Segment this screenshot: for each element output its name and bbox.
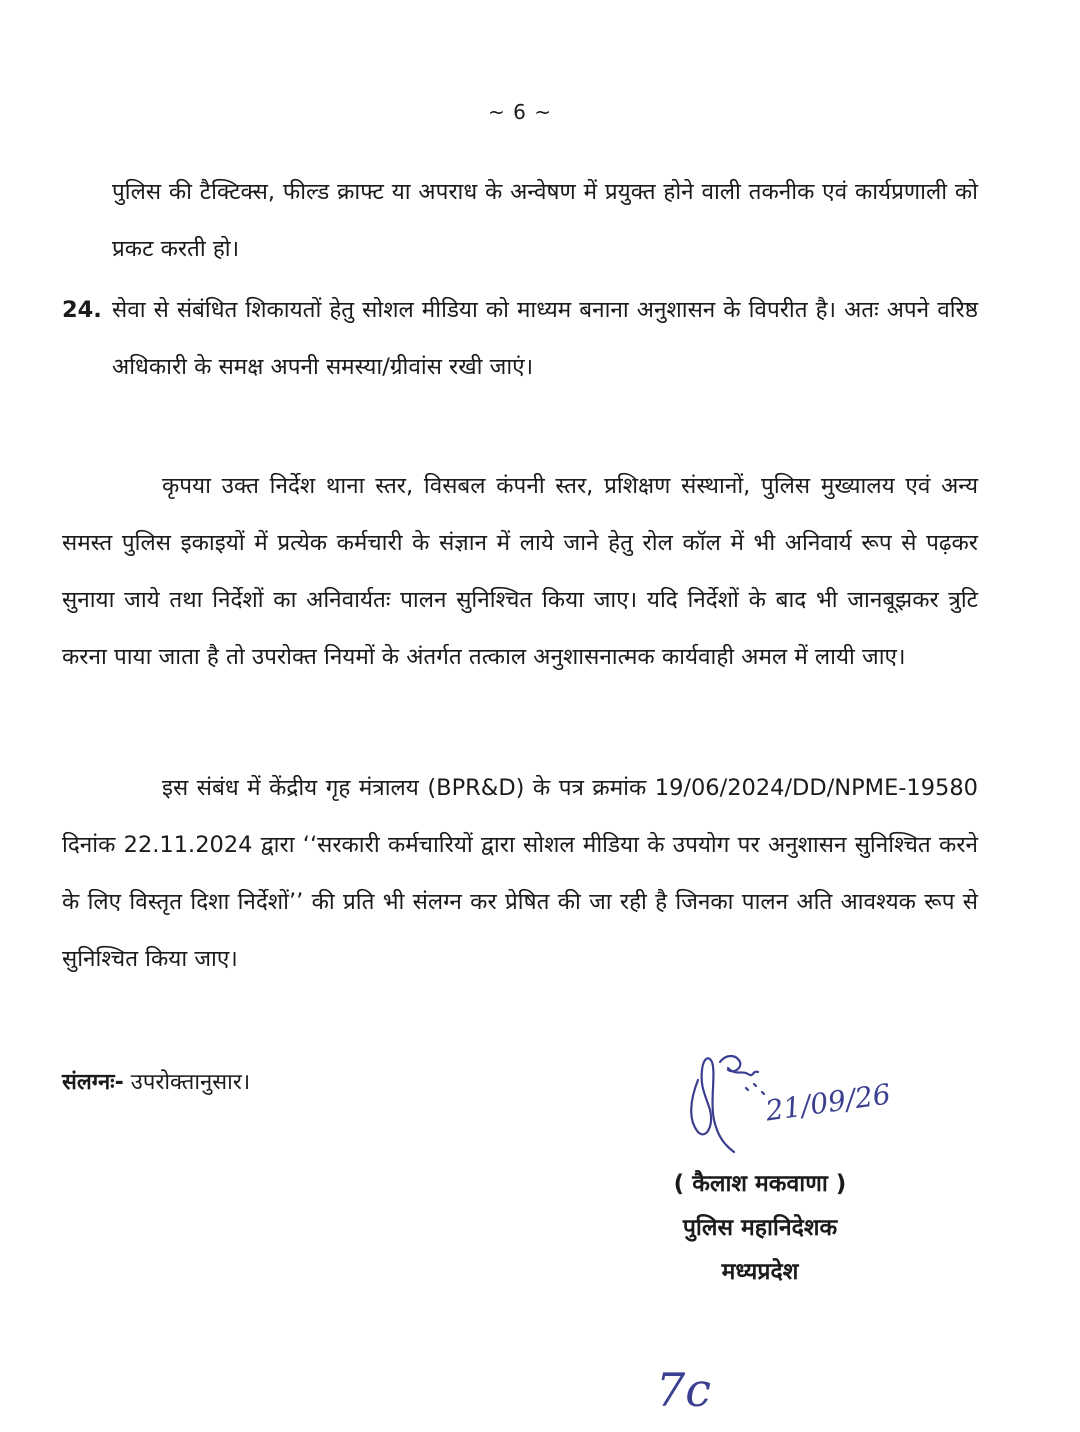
enclosure-value: उपरोक्तानुसार।: [130, 1070, 251, 1095]
continuation-text: पुलिस की टैक्टिक्स, फील्ड क्राफ्ट या अपराध के अन्वेषण में प्रयुक्त होने वाली तकनीक एवं कार्यप्रणाली को प्रकट करती हो।: [112, 179, 978, 262]
signatory-designation: पुलिस महानिदेशक: [682, 1215, 838, 1241]
handwritten-mark-text: 7c: [656, 1363, 712, 1417]
handwritten-mark: [650, 1350, 740, 1420]
item-number: 24.: [62, 297, 102, 323]
handwritten-signature: [680, 1040, 920, 1180]
reference-paragraph: इस संबंध में केंद्रीय गृह मंत्रालय (BPR&D) के पत्र क्रमांक 19/06/2024/DD/NPME-19580 दिनांक 22.11.2024 द्वारा ‘‘सरकारी कर्मचारियों द्वारा सोशल मीडिया के उपयोग पर अनुशासन सुनिश्चित करने के लिए विस्तृत दिशा निर्देशों’’ की प्रति भी संलग्न कर प्रेषित की जा रही है जिनका पालन अति आवश्यक रूप से सुनिश्चित किया जाए।: [62, 775, 978, 972]
signature-date: 21/09/26: [763, 1077, 893, 1128]
item-text: सेवा से संबंधित शिकायतों हेतु सोशल मीडिया को माध्यम बनाना अनुशासन के विपरीत है। अतः अपने वरिष्ठ अधिकारी के समक्ष अपनी समस्या/ग्रीवांस रखी जाएं।: [112, 297, 978, 380]
enclosure-line: [62, 1058, 250, 1108]
enclosure-label: संलग्नः-: [62, 1070, 124, 1095]
list-item-24: [62, 282, 978, 396]
signatory-location: मध्यप्रदेश: [721, 1259, 799, 1285]
page-number: ~ 6 ~: [488, 100, 552, 124]
instruction-paragraph: कृपया उक्त निर्देश थाना स्तर, विसबल कंपनी स्तर, प्रशिक्षण संस्थानों, पुलिस मुख्यालय एवं अन्य समस्त पुलिस इकाइयों में प्रत्येक कर्मचारी के संज्ञान में लाये जाने हेतु रोल कॉल में भी अनिवार्य रूप से पढ़कर सुनाया जाये तथा निर्देशों का अनिवार्यतः पालन सुनिश्चित किया जाए। यदि निर्देशों के बाद भी जानबूझकर त्रुटि करना पाया जाता है तो उपरोक्त नियमों के अंतर्गत तत्काल अनुशासनात्मक कार्यवाही अमल में लायी जाए।: [62, 473, 978, 670]
signatory-block: [610, 1162, 910, 1294]
signatory-name: ( कैलाश मकवाणा ): [673, 1171, 847, 1197]
